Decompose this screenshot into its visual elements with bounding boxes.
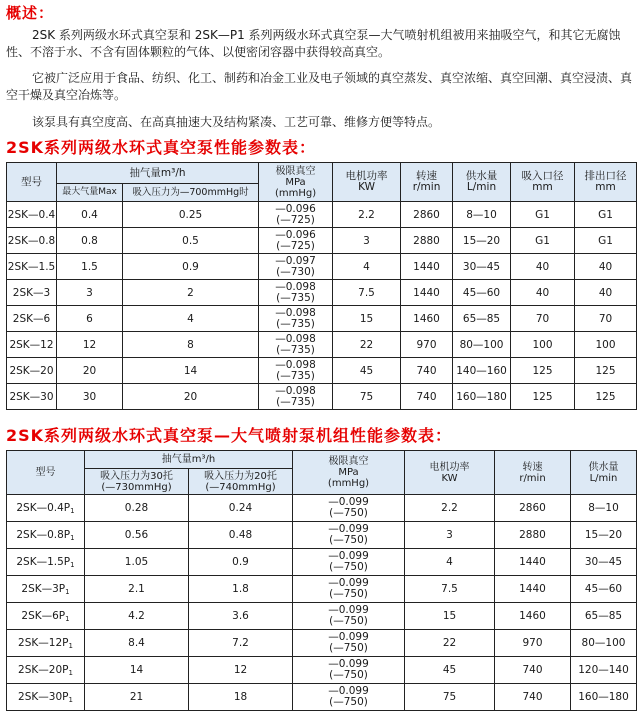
table-row [7,549,637,576]
cell-model: 2SK—12 [7,332,57,358]
cell-water-supply: 65—85 [571,603,637,630]
cell-model: 2SK—30 [7,384,57,410]
pump-unit-spec-table [6,450,637,711]
cell-vacuum-mpa: —0.099 [328,631,369,643]
cell-model-text: 2SK—0.8P [16,528,71,541]
cell-max-capacity: 6 [57,306,123,332]
cell-water-supply: 140—160 [453,358,511,384]
header-max-capacity: 最大气量Max [57,184,123,202]
cell-vacuum-mpa: —0.098 [275,332,316,345]
cell-outlet-diameter: 100 [575,332,637,358]
cell-outlet-diameter: 40 [575,254,637,280]
cell-vacuum-mpa: —0.098 [275,358,316,371]
cell-model: 2SK—0.4 [7,202,57,228]
cell-capacity-30-torr: 21 [85,684,189,711]
header-p20-line2: (—740mmHg) [205,481,276,493]
cell-capacity-at-700: 0.25 [123,202,259,228]
cell-model-subscript: 1 [65,587,70,596]
cell-motor-power: 4 [405,549,495,576]
cell-inlet-diameter: 100 [511,332,575,358]
cell-model [7,549,85,576]
header-inlet-line2: mm [532,181,553,193]
cell-capacity-20-torr: 12 [189,657,293,684]
table-row [7,630,637,657]
cell-ultimate-vacuum [293,603,405,630]
table-row [7,254,637,280]
cell-capacity-30-torr: 2.1 [85,576,189,603]
cell-inlet-diameter: G1 [511,202,575,228]
cell-capacity-30-torr: 1.05 [85,549,189,576]
cell-motor-power: 2.2 [405,495,495,522]
cell-water-supply: 15—20 [571,522,637,549]
cell-vacuum-mmhg: (—750) [329,642,368,654]
cell-model-subscript: 1 [68,641,73,650]
cell-water-supply: 45—60 [571,576,637,603]
cell-ultimate-vacuum [293,522,405,549]
cell-model: 2SK—0.8 [7,228,57,254]
cell-ultimate-vacuum [293,549,405,576]
cell-ultimate-vacuum [259,228,333,254]
header-p30-line2: (—730mmHg) [101,481,172,493]
cell-model [7,684,85,711]
cell-vacuum-mpa: —0.096 [275,202,316,215]
cell-capacity-20-torr: 18 [189,684,293,711]
cell-outlet-diameter: 70 [575,306,637,332]
cell-motor-power: 15 [405,603,495,630]
table-row [7,358,637,384]
cell-speed: 740 [495,684,571,711]
header-speed [495,451,571,495]
cell-capacity-at-700: 2 [123,280,259,306]
cell-capacity-20-torr: 7.2 [189,630,293,657]
overview-paragraph-3: 该泵具有真空度高、在高真抽速大及结构紧凑、工艺可靠、维修方便等特点。 [32,115,441,129]
cell-ultimate-vacuum [259,332,333,358]
header-vacuum-line3: (mmHg) [327,478,370,489]
cell-water-supply: 45—60 [453,280,511,306]
cell-motor-power: 7.5 [405,576,495,603]
cell-max-capacity: 3 [57,280,123,306]
header-model: 型号 [7,451,85,495]
cell-capacity-at-700: 14 [123,358,259,384]
cell-speed: 740 [495,657,571,684]
cell-motor-power: 75 [405,684,495,711]
cell-capacity-20-torr: 0.9 [189,549,293,576]
cell-water-supply: 80—100 [571,630,637,657]
cell-vacuum-mpa: —0.097 [275,254,316,267]
cell-outlet-diameter: G1 [575,202,637,228]
cell-model [7,495,85,522]
cell-inlet-diameter: 70 [511,306,575,332]
header-capacity-30-torr [85,469,189,495]
cell-model-text: 2SK—30P [18,690,69,703]
cell-capacity-30-torr: 14 [85,657,189,684]
cell-water-supply: 80—100 [453,332,511,358]
header-water-line1: 供水量 [588,461,619,473]
cell-vacuum-mpa: —0.099 [328,523,369,535]
cell-water-supply: 160—180 [571,684,637,711]
cell-max-capacity: 0.8 [57,228,123,254]
header-inlet-line1: 吸入口径 [521,170,564,182]
cell-model-subscript: 1 [70,560,75,569]
cell-motor-power: 45 [333,358,401,384]
cell-vacuum-mmhg: (—730) [276,265,315,278]
cell-model: 2SK—3 [7,280,57,306]
cell-water-supply: 30—45 [453,254,511,280]
table-row [7,306,637,332]
cell-vacuum-mpa: —0.098 [275,306,316,319]
cell-capacity-30-torr: 4.2 [85,603,189,630]
cell-water-supply: 65—85 [453,306,511,332]
header-vacuum-line1: 极限真空 [275,165,316,177]
cell-capacity-at-700: 0.5 [123,228,259,254]
header-power-line2: KW [358,181,375,193]
cell-model-subscript: 1 [65,614,70,623]
cell-vacuum-mmhg: (—750) [329,588,368,600]
cell-model-subscript: 1 [68,695,73,704]
overview-paragraph-1: 2SK 系列两级水环式真空泵和 2SK—P1 系列两级水环式真空泵—大气喷射机组被用来抽吸空气，和其它无腐蚀性、不溶于水、不含有固体颗粒的气体、以便密闭容器中获得较高真空。 [6,28,621,59]
header-vacuum-line2: MPa [285,176,306,188]
cell-model-subscript: 1 [68,668,73,677]
cell-model: 2SK—1.5 [7,254,57,280]
cell-speed: 1440 [401,280,453,306]
cell-model: 2SK—6 [7,306,57,332]
header-power-line2: KW [441,472,458,484]
header-vacuum-line1: 极限真空 [328,456,369,467]
cell-water-supply: 30—45 [571,549,637,576]
cell-capacity-at-700: 8 [123,332,259,358]
overview-paragraph-2: 它被广泛应用于食品、纺织、化工、制药和冶金工业及电子领域的真空蒸发、真空浓缩、真空回潮、真空浸渍、真空干燥及真空冶炼等。 [6,71,633,102]
cell-vacuum-mmhg: (—750) [329,561,368,573]
cell-vacuum-mmhg: (—735) [276,291,315,304]
header-speed-line2: r/min [519,472,546,484]
cell-speed: 2860 [495,495,571,522]
cell-motor-power: 3 [333,228,401,254]
cell-max-capacity: 20 [57,358,123,384]
overview-heading: 概述： [6,4,55,22]
cell-model-subscript: 1 [70,533,75,542]
cell-max-capacity: 1.5 [57,254,123,280]
cell-capacity-20-torr: 0.24 [189,495,293,522]
cell-vacuum-mpa: —0.099 [328,604,369,616]
header-power-line1: 电机功率 [429,461,470,473]
header-outlet-diameter [575,163,637,202]
cell-capacity-30-torr: 0.28 [85,495,189,522]
table-row [7,228,637,254]
cell-model-text: 2SK—20P [18,663,69,676]
header-ultimate-vacuum [259,163,333,202]
header-water-line2: L/min [466,181,497,193]
cell-vacuum-mpa: —0.099 [328,658,369,670]
header-p20-line1: 吸入压力为20托 [204,470,277,482]
cell-capacity-at-700: 20 [123,384,259,410]
cell-vacuum-mpa: —0.099 [328,685,369,697]
cell-speed: 1460 [401,306,453,332]
cell-ultimate-vacuum [293,576,405,603]
cell-model: 2SK—20 [7,358,57,384]
header-p30-line1: 吸入压力为30托 [100,470,173,482]
cell-speed: 970 [401,332,453,358]
header-motor-power [405,451,495,495]
cell-vacuum-mpa: —0.098 [275,280,316,293]
cell-vacuum-mmhg: (—735) [276,343,315,356]
cell-water-supply: 8—10 [453,202,511,228]
cell-outlet-diameter: 40 [575,280,637,306]
header-capacity: 抽气量m³/h [85,451,293,469]
table-row [7,384,637,410]
cell-speed: 2880 [401,228,453,254]
table-row [7,576,637,603]
cell-vacuum-mmhg: (—735) [276,369,315,382]
cell-motor-power: 75 [333,384,401,410]
cell-capacity-20-torr: 1.8 [189,576,293,603]
cell-vacuum-mmhg: (—735) [276,395,315,408]
cell-max-capacity: 0.4 [57,202,123,228]
cell-ultimate-vacuum [259,358,333,384]
table1-title: 2SK系列两级水环式真空泵性能参数表： [6,138,317,157]
cell-speed: 2880 [495,522,571,549]
cell-water-supply: 15—20 [453,228,511,254]
cell-speed: 1440 [401,254,453,280]
header-water-line2: L/min [589,472,618,484]
cell-vacuum-mpa: —0.099 [328,496,369,508]
cell-vacuum-mmhg: (—725) [276,213,315,226]
cell-outlet-diameter: 125 [575,358,637,384]
header-power-line1: 电机功率 [345,170,388,182]
cell-vacuum-mmhg: (—750) [329,507,368,519]
cell-vacuum-mmhg: (—750) [329,669,368,681]
cell-model-text: 2SK—1.5P [16,555,71,568]
header-speed [401,163,453,202]
table-row [7,495,637,522]
table-row [7,657,637,684]
cell-speed: 2860 [401,202,453,228]
cell-vacuum-mmhg: (—725) [276,239,315,252]
cell-capacity-at-700: 4 [123,306,259,332]
header-model: 型号 [7,163,57,202]
cell-vacuum-mmhg: (—750) [329,615,368,627]
cell-ultimate-vacuum [259,280,333,306]
cell-inlet-diameter: 40 [511,254,575,280]
cell-speed: 1440 [495,576,571,603]
cell-motor-power: 22 [405,630,495,657]
header-speed-line1: 转速 [522,461,543,473]
header-capacity-20-torr [189,469,293,495]
cell-motor-power: 15 [333,306,401,332]
cell-model-text: 2SK—3P [21,582,66,595]
cell-vacuum-mmhg: (—750) [329,534,368,546]
cell-inlet-diameter: 40 [511,280,575,306]
cell-vacuum-mmhg: (—735) [276,317,315,330]
cell-ultimate-vacuum [293,684,405,711]
table-row [7,684,637,711]
cell-motor-power: 2.2 [333,202,401,228]
cell-ultimate-vacuum [293,495,405,522]
cell-max-capacity: 12 [57,332,123,358]
pump-spec-table [6,162,637,410]
cell-capacity-20-torr: 3.6 [189,603,293,630]
cell-water-supply: 8—10 [571,495,637,522]
header-vacuum-line3: (mmHg) [274,187,317,199]
cell-motor-power: 45 [405,657,495,684]
cell-model [7,630,85,657]
header-outlet-line2: mm [595,181,616,193]
header-outlet-line1: 排出口径 [584,170,627,182]
header-capacity: 抽气量m³/h [57,163,259,184]
table-row [7,332,637,358]
cell-speed: 740 [401,384,453,410]
cell-model-text: 2SK—0.4P [16,501,71,514]
cell-speed: 1440 [495,549,571,576]
cell-model-text: 2SK—6P [21,609,66,622]
cell-model [7,576,85,603]
header-speed-line2: r/min [412,181,441,193]
header-inlet-diameter [511,163,575,202]
cell-outlet-diameter: G1 [575,228,637,254]
cell-water-supply: 120—140 [571,657,637,684]
cell-model-subscript: 1 [70,506,75,515]
cell-speed: 1460 [495,603,571,630]
table-row [7,280,637,306]
cell-model-text: 2SK—12P [18,636,69,649]
cell-vacuum-mpa: —0.096 [275,228,316,241]
cell-ultimate-vacuum [293,657,405,684]
cell-max-capacity: 30 [57,384,123,410]
cell-water-supply: 160—180 [453,384,511,410]
cell-ultimate-vacuum [259,254,333,280]
cell-capacity-20-torr: 0.48 [189,522,293,549]
header-motor-power [333,163,401,202]
cell-motor-power: 7.5 [333,280,401,306]
cell-inlet-diameter: G1 [511,228,575,254]
table-row [7,202,637,228]
header-ultimate-vacuum [293,451,405,495]
header-water-supply [453,163,511,202]
cell-ultimate-vacuum [259,384,333,410]
cell-motor-power: 3 [405,522,495,549]
cell-vacuum-mmhg: (—750) [329,696,368,708]
cell-vacuum-mpa: —0.099 [328,550,369,562]
header-vacuum-line2: MPa [338,467,359,478]
cell-capacity-at-700: 0.9 [123,254,259,280]
cell-vacuum-mpa: —0.099 [328,577,369,589]
cell-ultimate-vacuum [259,306,333,332]
header-capacity-at-700: 吸入压力为—700mmHg时 [123,184,259,202]
cell-speed: 970 [495,630,571,657]
cell-ultimate-vacuum [293,630,405,657]
cell-inlet-diameter: 125 [511,384,575,410]
header-water-supply [571,451,637,495]
cell-motor-power: 4 [333,254,401,280]
cell-ultimate-vacuum [259,202,333,228]
cell-vacuum-mpa: —0.098 [275,384,316,397]
cell-model [7,657,85,684]
header-water-line1: 供水量 [465,170,498,182]
cell-model [7,522,85,549]
cell-model [7,603,85,630]
cell-outlet-diameter: 125 [575,384,637,410]
table-row [7,603,637,630]
cell-capacity-30-torr: 0.56 [85,522,189,549]
table2-title: 2SK系列两级水环式真空泵—大气喷射泵机组性能参数表： [6,426,453,445]
cell-capacity-30-torr: 8.4 [85,630,189,657]
cell-speed: 740 [401,358,453,384]
cell-motor-power: 22 [333,332,401,358]
cell-inlet-diameter: 125 [511,358,575,384]
header-speed-line1: 转速 [416,170,438,182]
table-row [7,522,637,549]
